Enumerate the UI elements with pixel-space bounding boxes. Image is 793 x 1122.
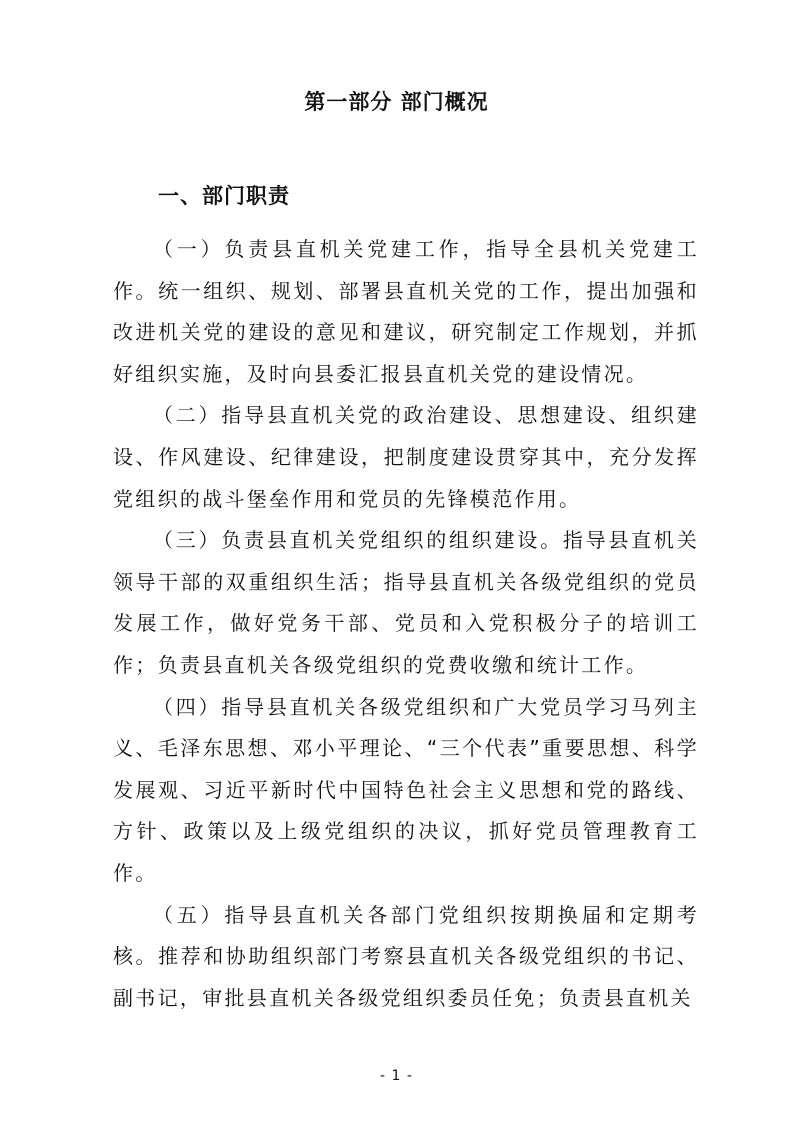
body-text	[113, 229, 699, 1019]
paragraph-5: （五）指导县直机关各部门党组织按期换届和定期考核。推荐和协助组织部门考察县直机关各级党组织的书记、副书记，审批县直机关各级党组织委员任免；负责县直机关	[113, 902, 699, 1010]
paragraph-2: （二）指导县直机关党的政治建设、思想建设、组织建设、作风建设、纪律建设，把制度建设贯穿其中，充分发挥党组织的战斗堡垒作用和党员的先锋模范作用。	[113, 403, 699, 511]
document-title: 第一部分 部门概况	[304, 90, 489, 114]
page-number: - 1 -	[380, 1068, 413, 1084]
section-heading: 一、部门职责	[158, 184, 290, 208]
paragraph-3: （三）负责县直机关党组织的组织建设。指导县直机关领导干部的双重组织生活；指导县直机关各级党组织的党员发展工作，做好党务干部、党员和入党积极分子的培训工作；负责县直机关各级党组织的党费收缴和统计工作。	[113, 528, 699, 677]
paragraph-4: （四）指导县直机关各级党组织和广大党员学习马列主义、毛泽东思想、邓小平理论、“三个代表”重要思想、科学发展观、习近平新时代中国特色社会主义思想和党的路线、方针、政策以及上级党组织的决议，抓好党员管理教育工作。	[113, 694, 699, 885]
paragraph-1: （一）负责县直机关党建工作，指导全县机关党建工作。统一组织、规划、部署县直机关党的工作，提出加强和改进机关党的建设的意见和建议，研究制定工作规划，并抓好组织实施，及时向县委汇报县直机关党的建设情况。	[113, 237, 699, 386]
